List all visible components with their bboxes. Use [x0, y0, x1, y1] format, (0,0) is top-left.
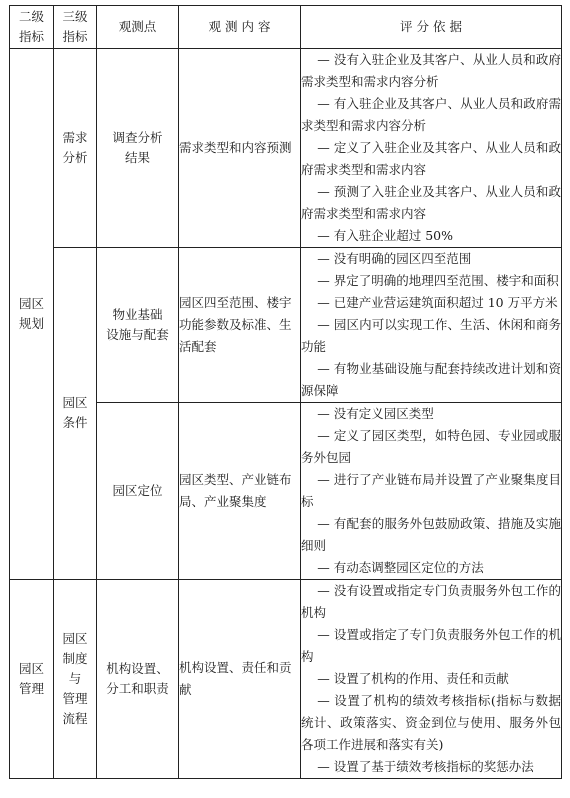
level3-conditions: 园区 条件: [54, 248, 97, 580]
level2-management: 园区 管理: [10, 580, 54, 779]
criteria-item: — 有动态调整园区定位的方法: [317, 560, 484, 575]
criteria-positioning: [301, 403, 562, 580]
criteria-item: — 有配套的服务外包鼓励政策、措施及实施细则: [301, 516, 561, 553]
header-row: [10, 6, 562, 49]
criteria-item: — 设置或指定了专门负责服务外包工作的机构: [301, 627, 561, 664]
criteria-facilities: [301, 248, 562, 403]
header-level3: 三级 指标: [54, 6, 97, 49]
criteria-item: — 设置了基于绩效考核指标的奖惩办法: [317, 759, 534, 774]
criteria-item: — 有入驻企业及其客户、从业人员和政府需求类型和需求内容分析: [301, 96, 561, 133]
criteria-item: — 没有设置或指定专门负责服务外包工作的机构: [301, 583, 561, 620]
content-demand: 需求类型和内容预测: [179, 49, 301, 248]
header-level2: 二级 指标: [10, 6, 54, 49]
table-row: [10, 248, 562, 403]
criteria-item: — 已建产业营运建筑面积超过 10 万平方米: [317, 295, 558, 310]
criteria-item: — 进行了产业链布局并设置了产业聚集度目标: [301, 472, 561, 509]
content-facilities: 园区四至范围、楼宇功能参数及标准、生活配套: [179, 248, 301, 403]
criteria-item: — 界定了明确的地理四至范围、楼宇和面积: [317, 273, 559, 288]
criteria-item: — 设置了机构的绩效考核指标(指标与数据统计、政策落实、资金到位与使用、服务外包各项工作进展和落实有关): [301, 693, 561, 752]
criteria-item: — 有入驻企业超过 50%: [317, 228, 453, 243]
table-row: [10, 580, 562, 779]
point-positioning: 园区定位: [97, 403, 179, 580]
evaluation-table: [9, 5, 562, 779]
criteria-item: — 定义了园区类型，如特色园、专业园或服务外包园: [301, 428, 561, 465]
criteria-item: — 预测了入驻企业及其客户、从业人员和政府需求类型和需求内容: [301, 184, 561, 221]
criteria-item: — 园区内可以实现工作、生活、休闲和商务功能: [301, 317, 561, 354]
content-positioning: 园区类型、产业链布局、产业聚集度: [179, 403, 301, 580]
header-criteria: 评 分 依 据: [301, 6, 562, 49]
header-content: 观 测 内 容: [179, 6, 301, 49]
level2-planning: 园区 规划: [10, 49, 54, 580]
criteria-demand: [301, 49, 562, 248]
criteria-item: — 没有明确的园区四至范围: [317, 251, 472, 266]
criteria-item: — 有物业基础设施与配套持续改进计划和资源保障: [301, 361, 561, 398]
criteria-item: — 设置了机构的作用、责任和贡献: [317, 671, 509, 686]
criteria-item: — 定义了入驻企业及其客户、从业人员和政府需求类型和需求内容: [301, 140, 561, 177]
content-organization: 机构设置、责任和贡献: [179, 580, 301, 779]
point-organization: 机构设置、 分工和职责: [97, 580, 179, 779]
table-row: [10, 49, 562, 248]
header-point: 观测点: [97, 6, 179, 49]
point-facilities: 物业基础 设施与配套: [97, 248, 179, 403]
level3-demand: 需求 分析: [54, 49, 97, 248]
criteria-item: — 没有入驻企业及其客户、从业人员和政府需求类型和需求内容分析: [301, 52, 561, 89]
criteria-item: — 没有定义园区类型: [317, 406, 434, 421]
level3-management: 园区 制度 与 管理 流程: [54, 580, 97, 779]
criteria-organization: [301, 580, 562, 779]
point-survey: 调查分析 结果: [97, 49, 179, 248]
